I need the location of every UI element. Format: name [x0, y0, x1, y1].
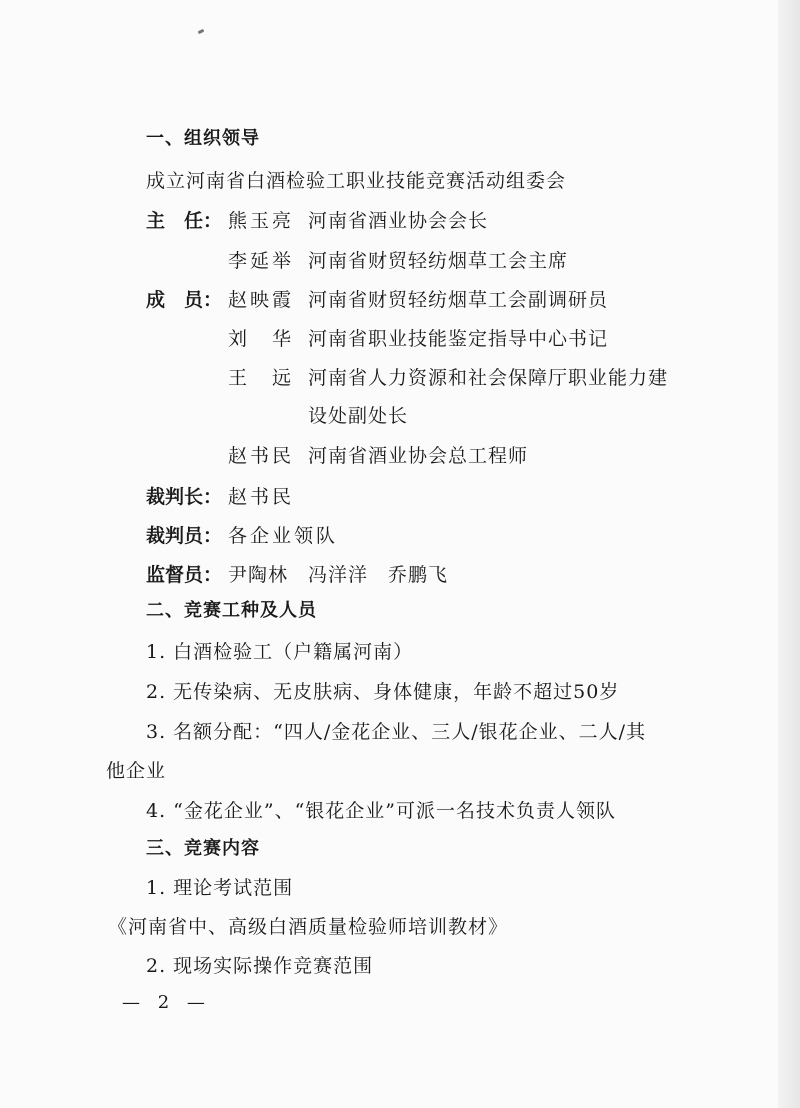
- judges-label: 裁判员：: [146, 525, 223, 547]
- list-item: 3. 名额分配：“四人/金花企业、三人/银花企业、二人/其: [146, 721, 647, 743]
- director-title: 河南省酒业协会会长: [308, 210, 489, 232]
- member-name: 赵映霞: [228, 289, 295, 311]
- supervisors-names: 尹陶林 冯洋洋 乔鹏飞: [228, 564, 449, 586]
- member-name: 王 远: [228, 367, 295, 389]
- chief-judge-label: 裁判长：: [146, 486, 223, 508]
- member-title: 河南省人力资源和社会保障厅职业能力建: [308, 367, 669, 389]
- list-item: 《河南省中、高级白酒质量检验师培训教材》: [108, 916, 509, 938]
- list-item: 2. 现场实际操作竞赛范围: [146, 955, 374, 977]
- member-title: 河南省酒业协会总工程师: [308, 445, 529, 467]
- director-name: 熊玉亮: [228, 210, 295, 232]
- list-item: 2. 无传染病、无皮肤病、身体健康，年龄不超过50岁: [146, 681, 620, 703]
- chief-judge-name: 赵书民: [228, 486, 295, 508]
- section-heading-organization: 一、组织领导: [146, 128, 260, 149]
- member-name: 刘 华: [228, 328, 295, 350]
- list-item: 1. 白酒检验工（户籍属河南）: [146, 641, 414, 663]
- director-title: 河南省财贸轻纺烟草工会主席: [308, 250, 569, 272]
- judges-value: 各企业领队: [228, 525, 339, 547]
- committee-intro: 成立河南省白酒检验工职业技能竞赛活动组委会: [146, 170, 567, 192]
- member-title: 河南省职业技能鉴定指导中心书记: [308, 328, 609, 350]
- list-item: 4. “金花企业”、“银花企业”可派一名技术负责人领队: [146, 800, 617, 822]
- list-item-continued: 他企业: [106, 760, 167, 782]
- supervisors-label: 监督员：: [146, 564, 223, 586]
- scan-speck: [198, 29, 205, 34]
- director-name: 李延举: [228, 250, 295, 272]
- member-title-continued: 设处副处长: [308, 405, 409, 427]
- list-item: 1. 理论考试范围: [146, 877, 294, 899]
- section-heading-content: 三、竞赛内容: [146, 838, 260, 859]
- page-number: — 2 —: [122, 992, 211, 1013]
- member-name: 赵书民: [228, 445, 295, 467]
- section-heading-trades: 二、竞赛工种及人员: [146, 600, 317, 621]
- members-label: 成 员：: [146, 289, 223, 311]
- scan-page-edge: [778, 0, 800, 1108]
- director-label: 主 任：: [146, 210, 223, 232]
- member-title: 河南省财贸轻纺烟草工会副调研员: [308, 289, 609, 311]
